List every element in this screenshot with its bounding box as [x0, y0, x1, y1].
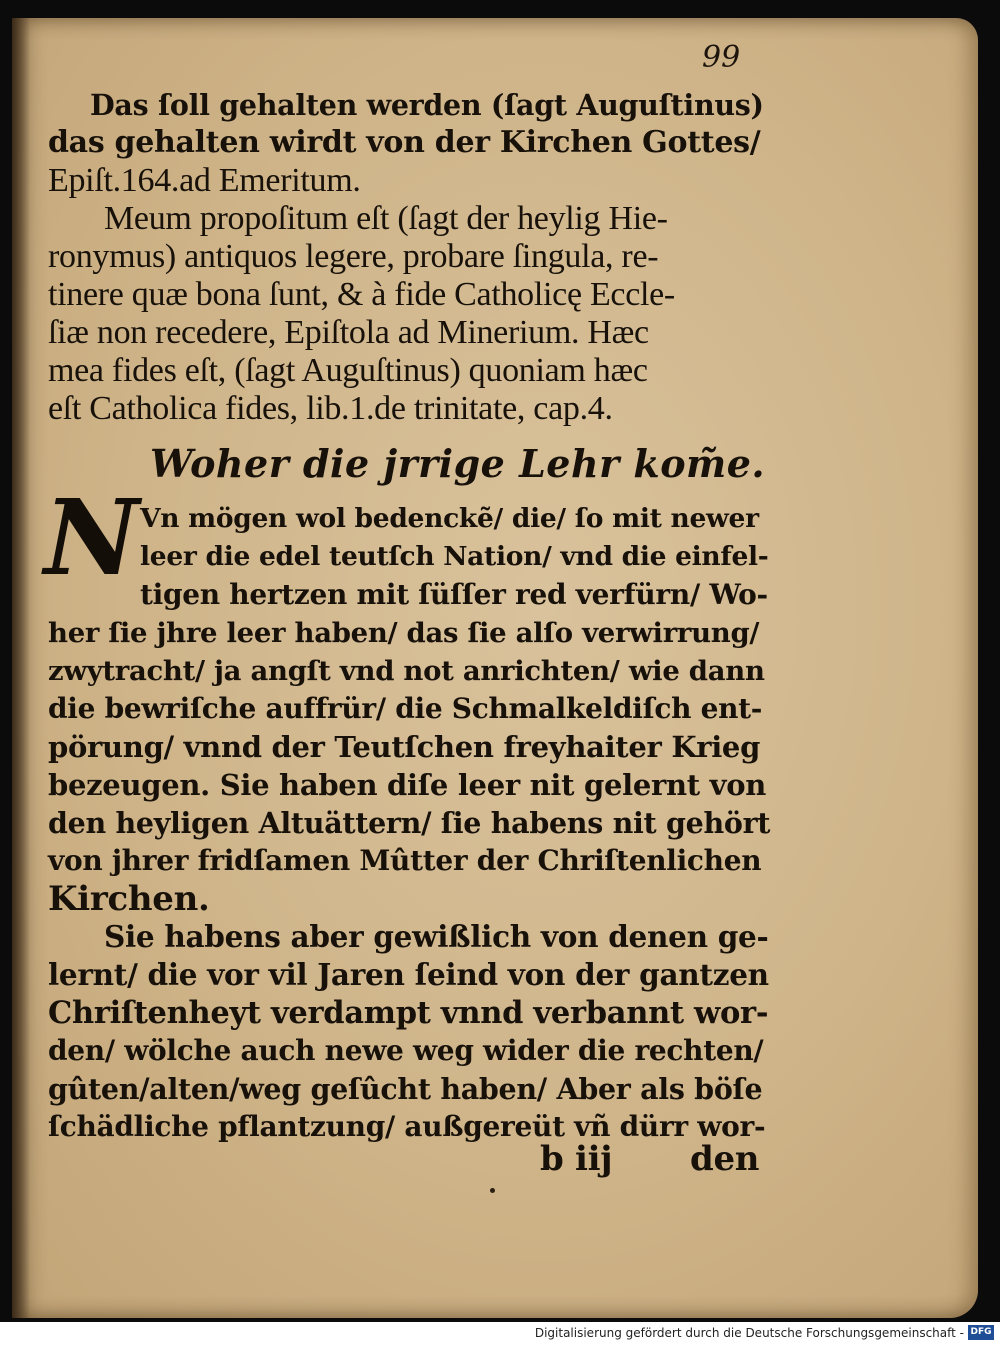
text-line: ronymus) antiquos legere, probare ſingula, re- [48, 238, 659, 275]
text-line: Vn mögen wol bedenckẽ/ die/ ſo mit newer [140, 503, 759, 534]
catchword: den [690, 1139, 760, 1179]
text-line: zwytracht/ ja angſt vnd not anrichten/ wie dann [48, 655, 765, 687]
digitization-footer [0, 1322, 1000, 1345]
text-line: tinere quæ bona ſunt, & à fide Catholicę Eccle- [48, 276, 675, 313]
text-line: eſt Catholica fides, lib.1.de trinitate, cap.4. [48, 390, 613, 427]
text-line: mea fides eſt, (ſagt Auguſtinus) quoniam hæc [48, 352, 648, 389]
page-number: 99 [702, 40, 741, 75]
text-line: Chriſtenheyt verdampt vnnd verbannt wor- [48, 995, 769, 1031]
text-line: das gehalten wirdt von der Kirchen Gottes/ [48, 125, 761, 160]
text-line: den/ wölche auch newe weg wider die rechten/ [48, 1034, 764, 1067]
decorated-initial: N [44, 476, 140, 599]
text-line: lernt/ die vor vil Jaren ſeind von der gantzen [48, 957, 769, 992]
section-heading: Woher die jrrige Lehr kom̃e. [150, 441, 766, 486]
text-line: her ſie jhre leer haben/ das ſie alſo verwirrung/ [48, 617, 760, 649]
text-line: leer die edel teutſch Nation/ vnd die einfel- [140, 541, 769, 572]
text-line: den heyligen Altuättern/ ſie habens nit gehört [48, 806, 771, 840]
text-line: Das ſoll gehalten werden (ſagt Auguſtinus) [90, 88, 764, 122]
text-line: Meum propoſitum eſt (ſagt der heylig Hie- [104, 200, 668, 237]
text-line: ſiæ non recedere, Epiſtola ad Minerium. Hæc [48, 314, 649, 351]
paper-speck [490, 1188, 495, 1193]
text-line: von jhrer fridſamen Mûtter der Chriſtenlichen [48, 844, 762, 877]
text-line: pörung/ vnnd der Teutſchen freyhaiter Krieg [48, 730, 761, 764]
text-line: tigen hertzen mit ſüſſer red verfürn/ Wo- [140, 578, 768, 611]
text-line: Kirchen. [48, 879, 210, 919]
text-line: die bewriſche auffrür/ die Schmalkeldiſch ent- [48, 692, 763, 725]
page-gutter-shadow [12, 18, 30, 1318]
text-line: gûten/alten/weg geſûcht haben/ Aber als böſe [48, 1072, 763, 1106]
dfg-logo[interactable]: DFG [968, 1325, 994, 1340]
funding-notice: Digitalisierung gefördert durch die Deutsche Forschungsgemeinschaft - [534, 1326, 964, 1340]
text-line: bezeugen. Sie haben diſe leer nit gelernt von [48, 768, 767, 802]
signature-mark: b iij [540, 1139, 613, 1179]
text-line: ſchädliche pflantzung/ außgereüt vñ dürr wor- [48, 1110, 766, 1143]
text-line: Sie habens aber gewißlich von denen ge- [104, 919, 769, 954]
text-line: Epiſt.164.ad Emeritum. [48, 162, 361, 199]
